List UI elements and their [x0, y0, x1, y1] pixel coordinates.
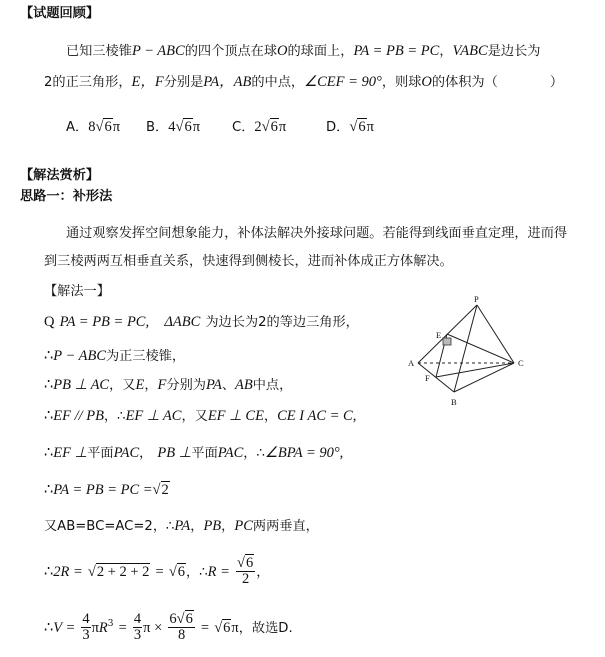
segment-ec — [447, 334, 514, 363]
edge-pb — [454, 305, 477, 392]
label-p: P — [474, 294, 479, 304]
step-7: 又AB=BC=AC=2，∴PA，PB，PC两两垂直， — [44, 518, 319, 534]
label-f: F — [425, 373, 430, 383]
option-d: D．√6π — [326, 119, 374, 135]
four-thirds-fraction: $\frac{4}{3}$ — [82, 611, 90, 644]
label-e: E — [436, 330, 442, 340]
step-3: ∴PB ⊥ AC，又E，F分别为PA、AB中点， — [44, 377, 293, 393]
four-thirds-fraction-2: $\frac{4}{3}$ — [133, 611, 142, 644]
step-1: Q PA = PB = PC, ΔABC 为边长为2的等边三角形， — [44, 314, 359, 330]
analysis-paragraph-line-2: 到三棱两两互相垂直关系，快速得到侧棱长，进而补体成正方体解决。 — [44, 254, 453, 269]
step-6: ∴PA = PB = PC =√2 — [44, 482, 169, 498]
step-2: ∴P − ABC为正三棱锥， — [44, 348, 186, 364]
tetrahedron-figure — [398, 292, 538, 412]
right-angle-marker — [443, 338, 451, 345]
label-c: C — [518, 358, 524, 368]
r-fraction: $\frac{√6}{2}$ — [236, 555, 254, 588]
option-c: C．2√6π — [232, 119, 287, 135]
analysis-heading: 【解法赏析】 — [20, 168, 100, 183]
idea-title: 思路一：补形法 — [20, 189, 113, 204]
step-9: ∴V = $\frac{4}{3}$ $\pi R^3$ = $\frac{4}{3}$ π × $\frac{6√6}{8}$ = √6π，故选D. — [44, 611, 293, 644]
step-8: ∴2R = √2 + 2 + 2 = √6，∴R = $\frac{√6}{2}$ ， — [44, 555, 270, 588]
analysis-paragraph-line-1: 通过观察发挥空间想象能力，补体法解决外接球问题。若能得到线面垂直定理，进而得 — [66, 226, 568, 241]
label-b: B — [451, 397, 457, 407]
edge-bc — [454, 363, 514, 392]
step-4: ∴EF // PB，∴EF ⊥ AC，又EF ⊥ CE，CE I AC = C, — [44, 408, 357, 424]
edge-pc — [477, 305, 514, 363]
method-heading: 【解法一】 — [44, 284, 110, 299]
option-a: A．8√6π — [66, 119, 121, 135]
option-b: B．4√6π — [146, 119, 201, 135]
step-5: ∴EF ⊥平面PAC， PB ⊥平面PAC，∴∠BPA = 90°, — [44, 445, 344, 461]
question-line-2: 2的正三角形，E，F分别是PA，AB的中点，∠CEF = 90°，则球O的体积为（ ） — [44, 74, 563, 90]
label-a: A — [408, 358, 415, 368]
edge-ab — [418, 363, 454, 392]
six-root-six-over-eight-fraction: $\frac{6√6}{8}$ — [169, 611, 193, 644]
review-heading: 【试题回顾】 — [20, 6, 100, 21]
segment-fc — [436, 363, 514, 377]
question-line-1: 已知三棱锥P − ABC的四个顶点在球O的球面上，PA = PB = PC，VABC是边长为 — [66, 43, 541, 59]
